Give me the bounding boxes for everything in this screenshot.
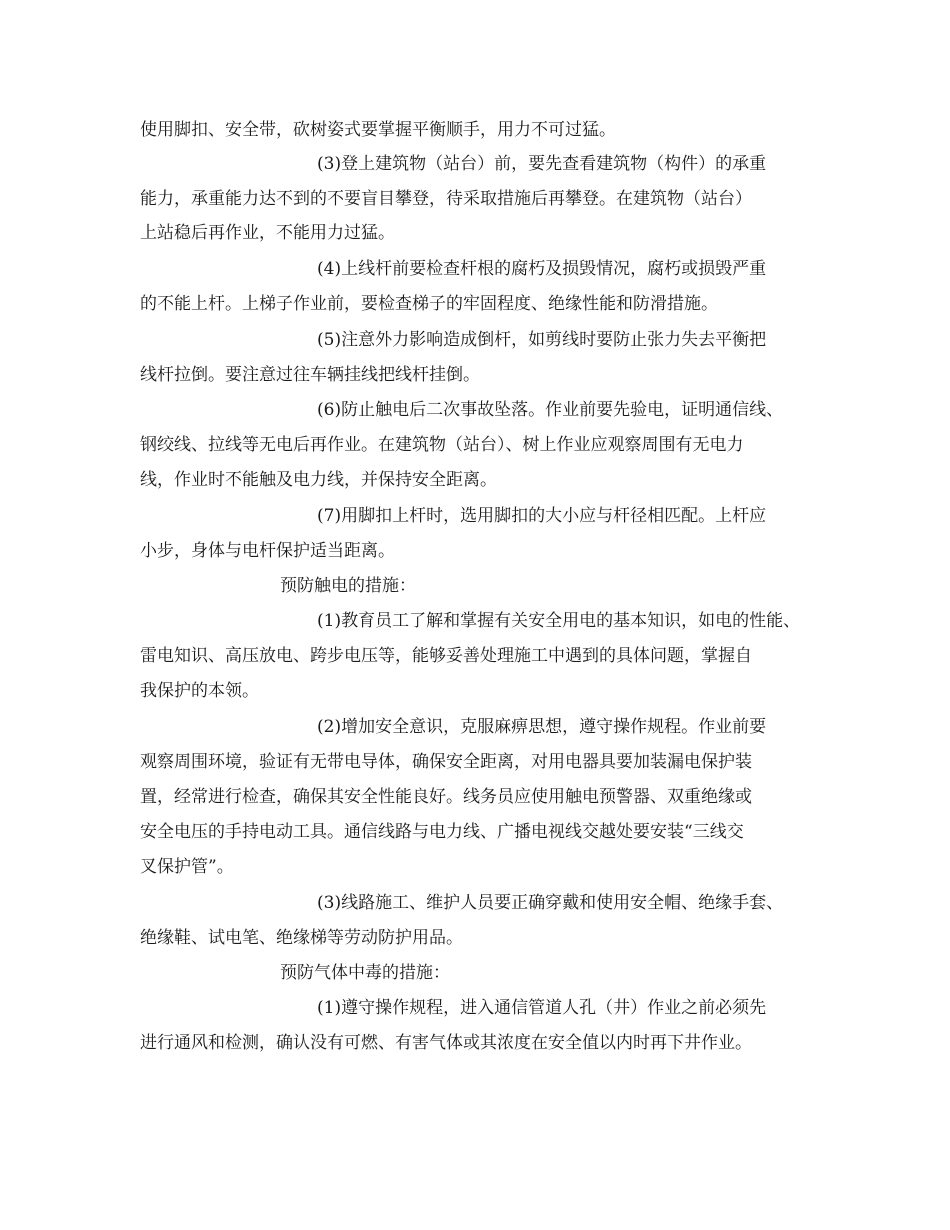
text-line: 绝缘鞋、试电笔、绝缘梯等劳动防护用品。	[140, 928, 463, 948]
text-line: 叉保护管”。	[140, 857, 234, 877]
text-line: 的不能上杆。上梯子作业前，要检查梯子的牢固程度、绝缘性能和防滑措施。	[140, 294, 718, 314]
text-line: (3)线路施工、维护人员要正确穿戴和使用安全帽、绝缘手套、	[317, 893, 784, 913]
text-line: (1)遵守操作规程，进入通信管道人孔（井）作业之前必须先	[317, 998, 767, 1018]
text-line: 能力，承重能力达不到的不要盲目攀登，待采取措施后再攀登。在建筑物（站台）	[140, 189, 752, 209]
text-line: 置，经常进行检查，确保其安全性能良好。线务员应使用触电预警器、双重绝缘或	[140, 787, 752, 807]
text-line: 使用脚扣、安全带，砍树姿式要掌握平衡顺手，用力不可过猛。	[140, 120, 616, 140]
text-line: (4)上线杆前要检查杆根的腐朽及损毁情况，腐朽或损毁严重	[317, 259, 767, 279]
text-line: (1)教育员工了解和掌握有关安全用电的基本知识，如电的性能、	[317, 611, 801, 631]
text-line: (3)登上建筑物（站台）前，要先查看建筑物（构件）的承重	[317, 154, 767, 174]
text-line: (6)防止触电后二次事故坠落。作业前要先验电，证明通信线、	[317, 400, 784, 420]
text-line: 钢绞线、拉线等无电后再作业。在建筑物（站台）、树上作业应观察周围有无电力	[140, 435, 744, 455]
text-line: 进行通风和检测，确认没有可燃、有害气体或其浓度在安全值以内时再下井作业。	[140, 1033, 752, 1053]
text-line: 安全电压的手持电动工具。通信线路与电力线、广播电视线交越处要安装“三线交	[140, 822, 744, 842]
text-line: 上站稳后再作业，不能用力过猛。	[140, 223, 395, 243]
section-heading: 预防气体中毒的措施：	[280, 963, 450, 983]
text-line: 观察周围环境，验证有无带电导体，确保安全距离，对用电器具要加装漏电保护装	[140, 752, 752, 772]
text-line: 线，作业时不能触及电力线，并保持安全距离。	[140, 470, 497, 490]
text-line: 雷电知识、高压放电、跨步电压等，能够妥善处理施工中遇到的具体问题，掌握自	[140, 646, 752, 666]
text-line: 小步，身体与电杆保护适当距离。	[140, 541, 395, 561]
text-line: 线杆拉倒。要注意过往车辆挂线把线杆挂倒。	[140, 365, 480, 385]
text-line: (2)增加安全意识，克服麻痹思想，遵守操作规程。作业前要	[317, 717, 767, 737]
text-line: (5)注意外力影响造成倒杆，如剪线时要防止张力失去平衡把	[317, 330, 767, 350]
section-heading: 预防触电的措施：	[280, 576, 416, 596]
text-line: 我保护的本领。	[140, 681, 259, 701]
text-line: (7)用脚扣上杆时，选用脚扣的大小应与杆径相匹配。上杆应	[317, 506, 767, 526]
